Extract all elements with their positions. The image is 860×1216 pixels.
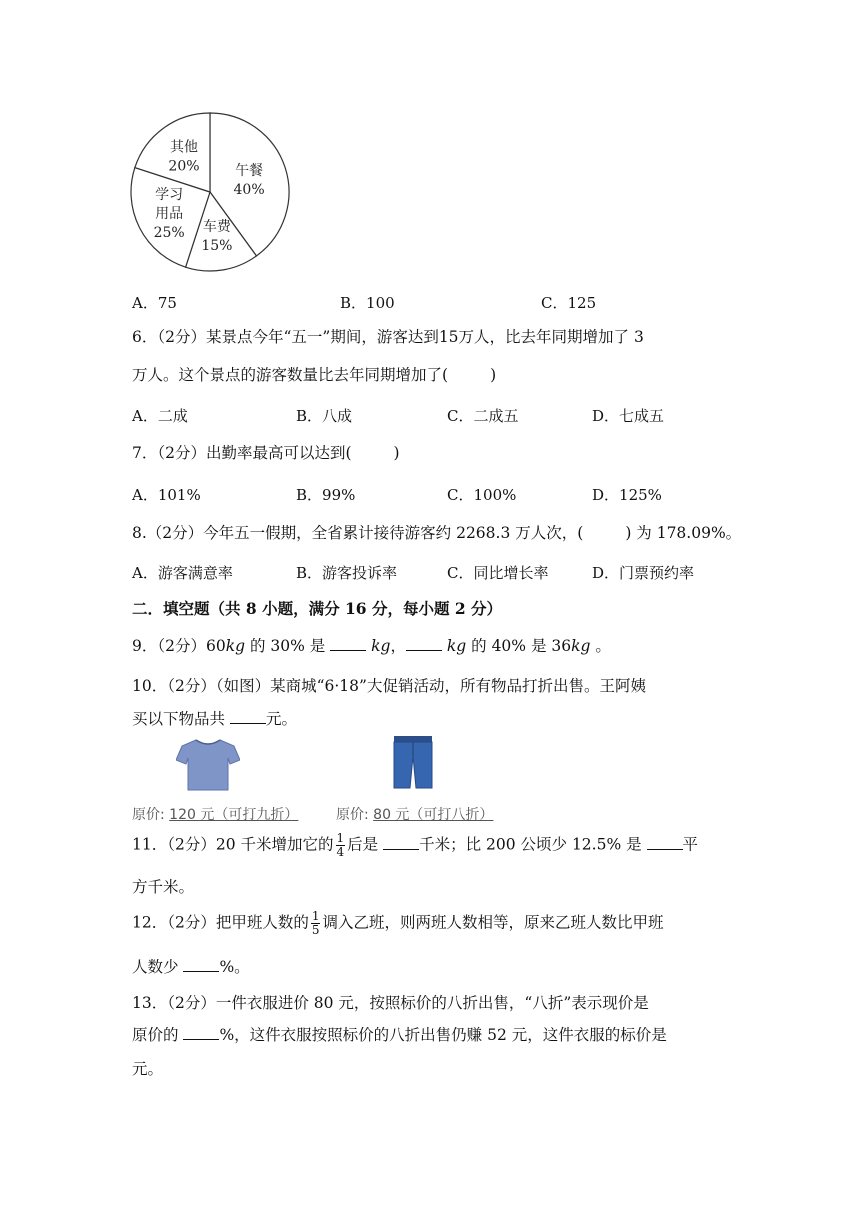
section-heading: 二．填空题（共 8 小题，满分 16 分，每小题 2 分） xyxy=(132,599,503,618)
q6-line2: 万人。这个景点的游客数量比去年同期增加了( ) xyxy=(132,366,497,384)
q5-option-a[interactable]: A．75 xyxy=(132,294,177,312)
pants-image xyxy=(392,736,434,790)
pie-label-1-1: 15% xyxy=(201,238,233,255)
q6-option-c[interactable]: C．二成五 xyxy=(447,407,519,425)
pie-chart xyxy=(120,103,310,278)
q6-option-b[interactable]: B．八成 xyxy=(296,407,353,425)
pie-label-2-1: 用品 xyxy=(155,205,184,222)
q8-option-b[interactable]: B．游客投诉率 xyxy=(296,564,398,582)
q7-option-b[interactable]: B．99% xyxy=(296,486,356,504)
q5-option-b[interactable]: B．100 xyxy=(340,294,395,312)
q6-option-d[interactable]: D．七成五 xyxy=(592,407,665,425)
q11-line2: 方千米。 xyxy=(132,878,195,896)
q8-option-c[interactable]: C．同比增长率 xyxy=(447,564,549,582)
q7-text: 7．（2分）出勤率最高可以达到( ) xyxy=(132,444,400,462)
q13-line3: 元。 xyxy=(132,1060,164,1078)
q11-blank-2[interactable] xyxy=(647,834,683,850)
q13-blank[interactable] xyxy=(183,1024,219,1040)
q13-line2: 原价的 %，这件衣服按照标价的八折出售仍赚 52 元，这件衣服的标价是 xyxy=(132,1026,667,1044)
q9-text: 9．（2分）60kg 的 30% 是 kg， kg 的 40% 是 36kg 。 xyxy=(132,637,611,655)
pie-label-2-0: 学习 xyxy=(155,186,184,203)
q9-blank-1[interactable] xyxy=(330,635,366,651)
q8-text: 8.（2分）今年五一假期，全省累计接待游客约 2268.3 万人次，( ) 为 178.09%。 xyxy=(132,524,742,542)
pants-price: 原价: 80 元（可打八折） xyxy=(336,807,494,823)
q7-option-a[interactable]: A．101% xyxy=(132,486,201,504)
q13-line1: 13．（2分）一件衣服进价 80 元，按照标价的八折出售，“八折”表示现价是 xyxy=(132,994,649,1012)
q7-option-c[interactable]: C．100% xyxy=(447,486,517,504)
q10-line2: 买以下物品共 元。 xyxy=(132,710,297,728)
q8-option-d[interactable]: D．门票预约率 xyxy=(592,564,695,582)
q10-line1: 10．（2分）（如图）某商城“6·18”大促销活动，所有物品打折出售。王阿姨 xyxy=(132,677,646,695)
q10-blank[interactable] xyxy=(230,708,266,724)
pie-label-0-1: 40% xyxy=(233,181,265,198)
q12-blank[interactable] xyxy=(183,956,219,972)
pie-label-3-0: 其他 xyxy=(169,139,198,156)
q12-line2: 人数少 %。 xyxy=(132,958,250,976)
q6-option-a[interactable]: A．二成 xyxy=(132,407,188,425)
q12-line1: 12．（2分）把甲班人数的 $\frac{1}{5}$ 调入乙班，则两班人数相等，原来乙班人数比甲班 xyxy=(132,909,664,937)
q5-option-c[interactable]: C．125 xyxy=(541,294,597,312)
fraction-1-5: $\frac{1}{5}$ xyxy=(311,909,320,937)
q8-option-a[interactable]: A．游客满意率 xyxy=(132,564,233,582)
pie-label-0-0: 午餐 xyxy=(235,162,264,179)
tshirt-price: 原价: 120 元（可打九折） xyxy=(132,807,299,823)
q7-option-d[interactable]: D．125% xyxy=(592,486,662,504)
q9-blank-2[interactable] xyxy=(406,635,442,651)
pie-label-2-2: 25% xyxy=(153,224,185,241)
q6-line1: 6．（2分）某景点今年“五一”期间，游客达到15万人，比去年同期增加了 3 xyxy=(132,328,644,346)
q11-blank-1[interactable] xyxy=(383,834,419,850)
pie-label-3-1: 20% xyxy=(168,158,200,175)
fraction-1-4: $\frac{1}{4}$ xyxy=(336,831,345,859)
tshirt-image xyxy=(176,738,240,792)
q11-line1: 11．（2分）20 千米增加它的 $\frac{1}{4}$ 后是 千米；比 200 公顷少 12.5% 是 平 xyxy=(132,831,699,859)
pie-label-1-0: 车费 xyxy=(202,219,231,236)
